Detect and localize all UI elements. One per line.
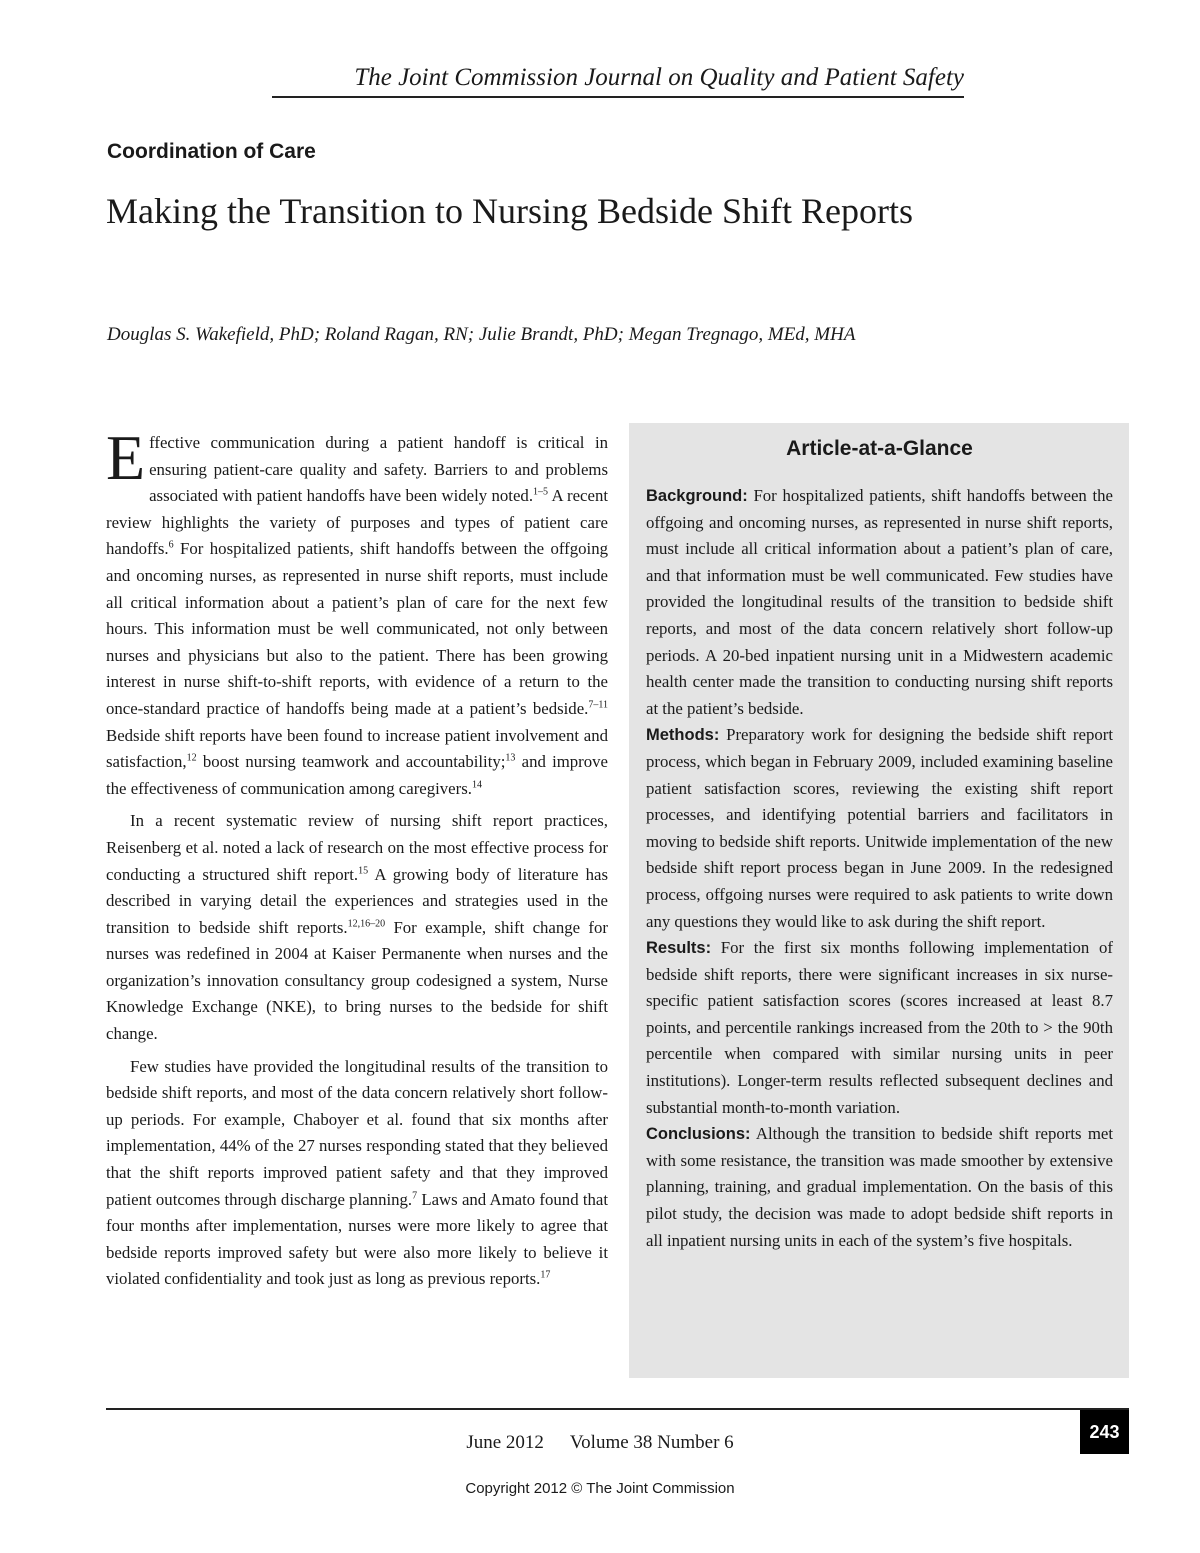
citation-ref: 12,16–20 bbox=[347, 918, 386, 930]
citation-ref: 15 bbox=[358, 864, 369, 876]
citation-ref: 14 bbox=[471, 779, 482, 791]
article-at-a-glance-box bbox=[629, 423, 1129, 1378]
glance-label-results: Results: bbox=[646, 939, 712, 958]
glance-label-background: Background: bbox=[646, 487, 748, 505]
footer-rule bbox=[106, 1408, 1129, 1410]
author-list: Douglas S. Wakefield, PhD; Roland Ragan, RN; Julie Brandt, PhD; Megan Tregnago, MEd, MHA bbox=[107, 324, 856, 345]
glance-title: Article-at-a-Glance bbox=[786, 437, 973, 460]
citation-ref: 7 bbox=[412, 1190, 418, 1202]
issue-volume: Volume 38 Number 6 bbox=[569, 1432, 734, 1453]
citation-ref: 12 bbox=[186, 752, 197, 764]
issue-line bbox=[300, 1432, 900, 1454]
glance-label-methods: Methods: bbox=[646, 726, 720, 745]
citation-ref: 13 bbox=[505, 752, 516, 764]
body-paragraph-3: Few studies have provided the longitudinal results of the transition to bedside shift reports, and most of the data concern relatively short follow-up periods. For example, Chaboyer et al. found that six months after implementation, 44% of the 27 nurses responding stated that they believed that the shift reports improved patient safety and that they improved patient outcomes through discharge planning.$^7$ Laws and Amato found that four months after implementation, nurses were more likely to agree that bedside reports improved safety but were also more likely to believe it violated confidentiality and took just as long as previous reports.$^{17}$ bbox=[106, 1056, 608, 1289]
issue-date: June 2012 bbox=[466, 1432, 544, 1453]
glance-methods: Methods: Preparatory work for designing the bedside shift report process, which began in February 2009, included examining baseline patient satisfaction scores, reviewing the existing shift report processes, and identifying potential barriers and facilitators in moving to bedside shift reports. Unitwide implementation of the new bedside shift report process began in June 2009. In the redesigned process, offgoing nurses were required to ask patients to write down any questions they would like to ask during the shift report. bbox=[646, 725, 1113, 931]
article-title: Making the Transition to Nursing Bedside Shift Reports bbox=[106, 191, 914, 231]
citation-ref: 7–11 bbox=[588, 699, 608, 711]
citation-ref: 6 bbox=[168, 539, 174, 551]
glance-label-conclusions: Conclusions: bbox=[646, 1125, 751, 1144]
citation-ref: 1–5 bbox=[533, 486, 549, 498]
citation-ref: 17 bbox=[540, 1269, 551, 1281]
drop-cap: E bbox=[106, 422, 146, 493]
journal-header: The Joint Commission Journal on Quality and Patient Safety bbox=[272, 64, 964, 98]
body-paragraph-1: Effective communication during a patient handoff is critical in ensuring patient-care quality and safety. Barriers to and problems associated with patient handoffs have been widely noted.$^{1-5}$ A recent review highlights the variety of purposes and types of patient care handoffs.$^6$ For hospitalized patients, shift handoffs between the offgoing and oncoming nurses, as represented in nurse shift reports, must include all critical information about a patient’s plan of care for the next few hours. This information must be well communicated, not only between nurses and physicians but also to the patient. There has been growing interest in nurse shift-to-shift reports, with evidence of a return to the once-standard practice of handoffs being made at a patient’s bedside.$^{7-11}$ Bedside shift reports have been found to increase patient involvement and satisfaction,$^{12}$ boost nursing teamwork and accountability;$^{13}$ and improve the effectiveness of communication among caregivers.$^{14}$ bbox=[106, 422, 608, 798]
copyright-notice: Copyright 2012 © The Joint Commission bbox=[465, 1480, 735, 1497]
glance-results: Results: For the first six months following implementation of bedside shift reports, there were significant increases in six nurse-specific patient satisfaction scores (scores increased at least 8.7 points, and percentile rankings increased from the 20th to > the 90th percentile when compared with similar nursing units in peer institutions). Longer-term results reflected subsequent declines and substantial month-to-month variation. bbox=[646, 938, 1113, 1117]
glance-conclusions: Conclusions: Although the transition to bedside shift reports met with some resistance, the transition was made smoother by extensive planning, training, and gradual implementation. On the basis of this pilot study, the decision was made to adopt bedside shift reports in all inpatient nursing units in each of the system’s five hospitals. bbox=[646, 1124, 1113, 1250]
body-paragraph-2: In a recent systematic review of nursing shift report practices, Reisenberg et al. noted a lack of research on the most effective process for conducting a structured shift report.$^{15}$ A growing body of literature has described in varying detail the experiences and strategies used in the transition to bedside shift reports.$^{12,16-20}$ For example, shift change for nurses was redefined in 2004 at Kaiser Permanente when nurses and the organization’s innovation consultancy group codesigned a system, Nurse Knowledge Exchange (NKE), to bring nurses to the bedside for shift change. bbox=[106, 811, 608, 1044]
glance-background: Background: For hospitalized patients, shift handoffs between the offgoing and oncoming nurses, as represented in nurse shift reports, must include all critical information about a patient’s plan of care, and that information must be well communicated. Few studies have provided the longitudinal results of the transition to bedside shift reports, and most of the data concern relatively short follow-up periods. A 20-bed inpatient nursing unit in a Midwestern academic health center made the transition to conducting nursing shift reports at the patient’s bedside. bbox=[646, 486, 1113, 718]
page-number: 243 bbox=[1080, 1410, 1129, 1454]
body-column bbox=[106, 422, 608, 1293]
section-label: Coordination of Care bbox=[107, 140, 316, 163]
